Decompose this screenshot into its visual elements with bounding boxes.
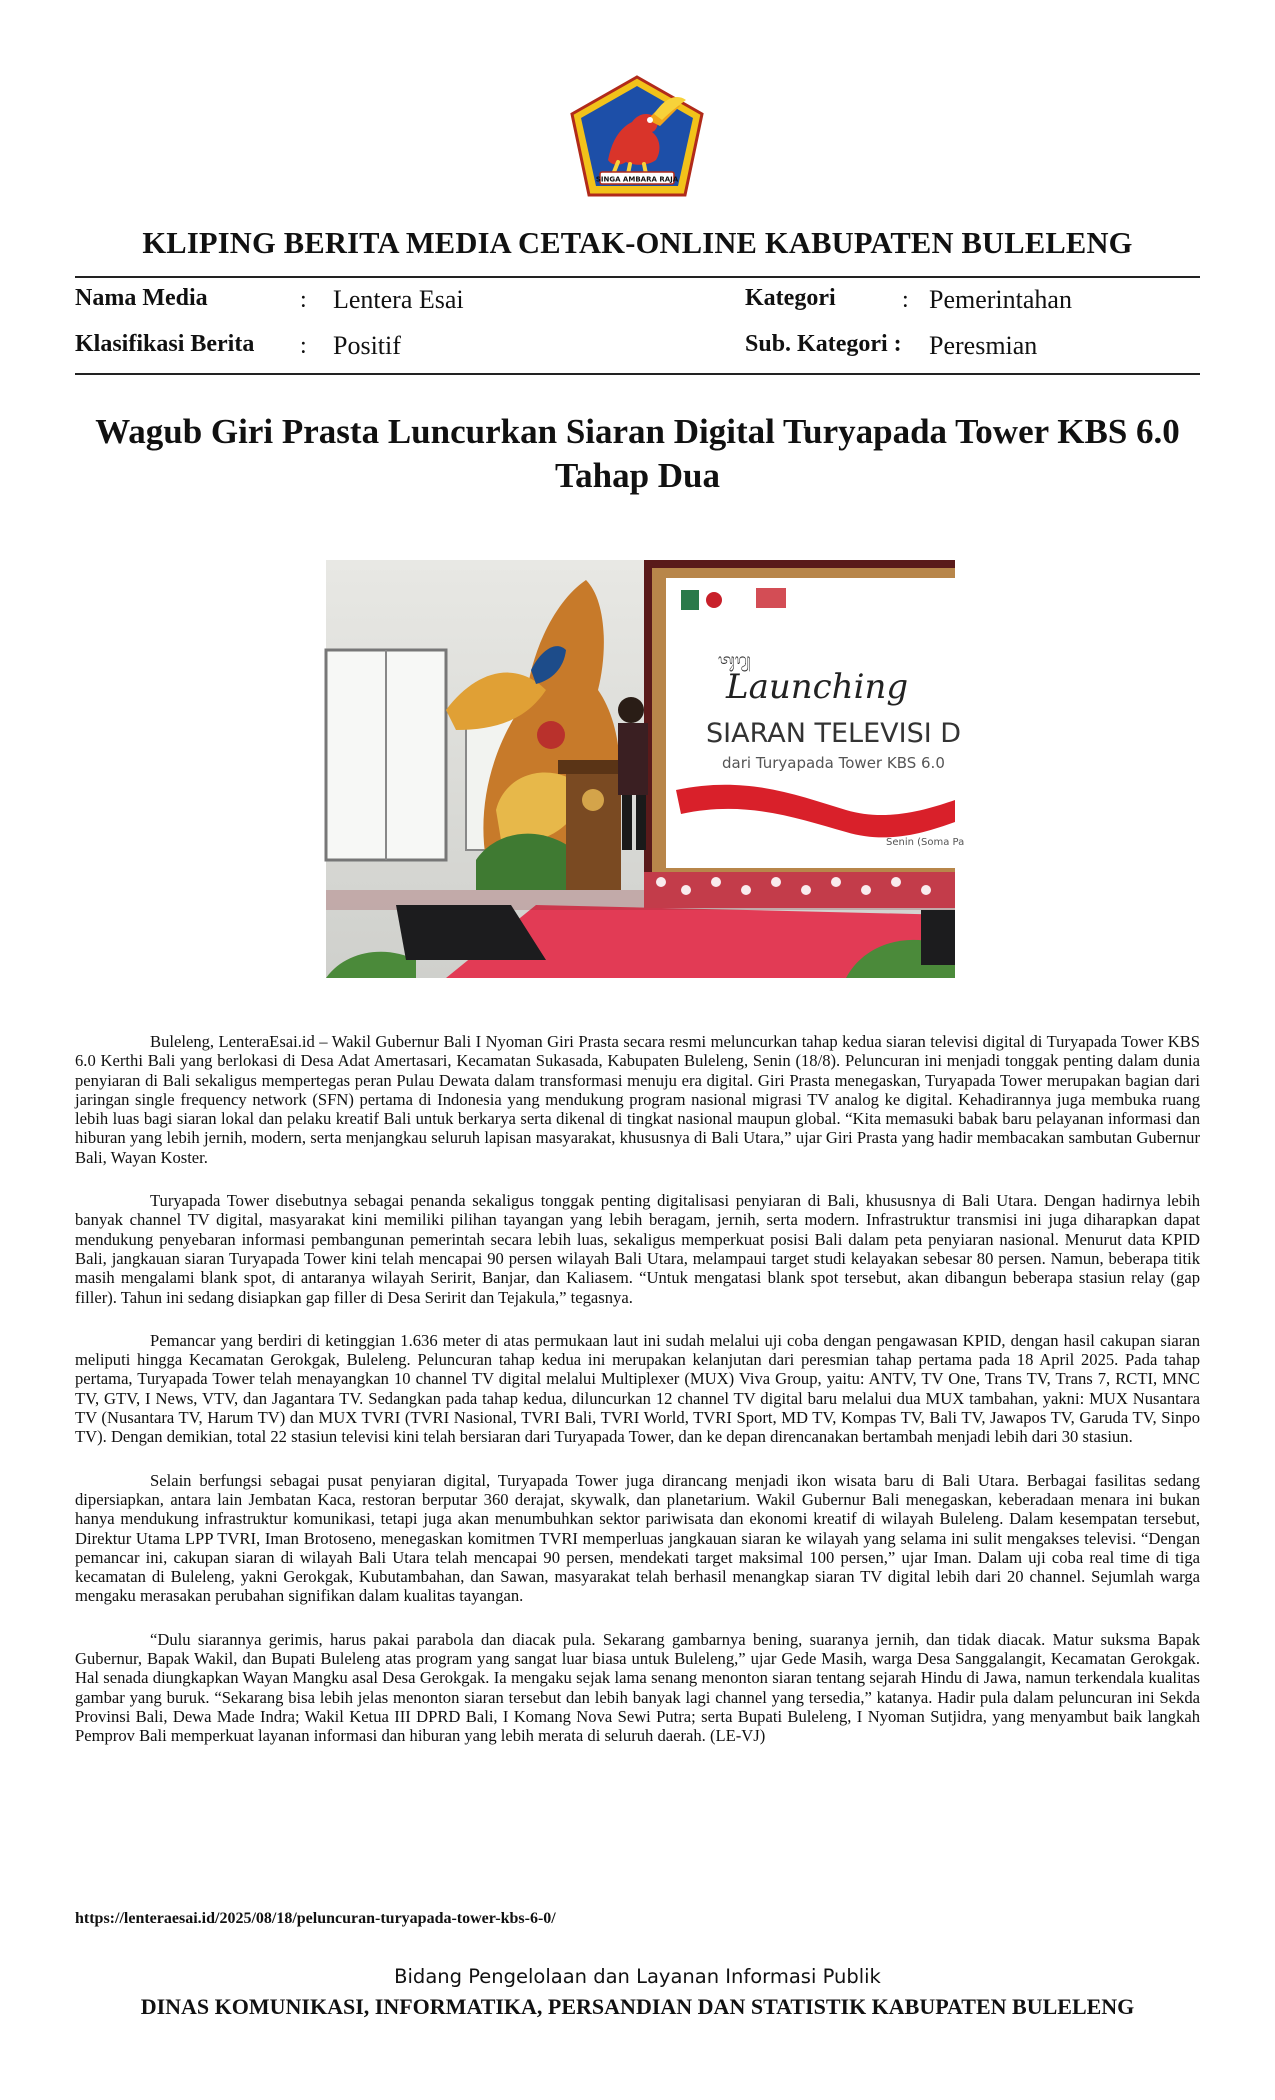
source-url-link[interactable]: https://lenteraesai.id/2025/08/18/peluncuran-turyapada-tower-kbs-6-0/ xyxy=(75,1910,556,1927)
klasifikasi-label: Klasifikasi Berita xyxy=(75,331,255,357)
buleleng-crest-icon xyxy=(568,74,706,200)
bottom-divider xyxy=(75,373,1200,375)
klasifikasi-colon: : xyxy=(300,333,307,359)
klasifikasi-value: Positif xyxy=(333,331,401,360)
article-paragraph-4: Selain berfungsi sebagai pusat penyiaran digital, Turyapada Tower juga dirancang menjadi ikon wisata baru di Bali Utara. Berbagai fasilitas sedang dipersiapkan, antara lain Jembatan Kaca, restoran berputar 360 derajat, skywalk, dan planetarium. Wakil Gubernur Bali menegaskan, keberadaan menara ini bukan hanya mendukung infrastruktur komunikasi, tetapi juga akan menumbuhkan sektor pariwisata dan ekonomi kreatif di wilayah Buleleng. Dalam kesempatan tersebut, Direktur Utama LPP TVRI, Iman Brotoseno, menegaskan komitmen TVRI memperluas jangkauan siaran ke wilayah yang selama ini sulit mengakses televisi. “Dengan pemancar ini, cakupan siaran di wilayah Bali Utara telah mencapai 90 persen, mendekati target maksimal 100 persen,” ujar Iman. Dalam uji coba real time di tiga kecamatan di Buleleng, yakni Gerokgak, Kubutambahan, dan Sawan, masyarakat telah berhasil menangkap siaran TV digital lebih dari 20 channel. Sejumlah warga mengaku merasakan perubahan signifikan dalam kualitas tayangan. xyxy=(75,1470,1200,1606)
screen-script: ᬢᬸᬭ᭄ᬬ xyxy=(718,652,751,668)
screen-date: Senin (Soma Pa xyxy=(886,837,965,848)
footer-department: Bidang Pengelolaan dan Layanan Informasi Publik xyxy=(394,1965,881,1988)
subkategori-label: Sub. Kategori : xyxy=(745,331,902,357)
headline-line-1: Wagub Giri Prasta Luncurkan Siaran Digital Turyapada Tower KBS 6.0 xyxy=(95,412,1180,451)
article-paragraph-3: Pemancar yang berdiri di ketinggian 1.636 meter di atas permukaan laut ini sudah melalui uji coba dengan pengawasan KPID, dengan hasil cakupan siaran meliputi hingga Kecamatan Gerokgak, Buleleng. Peluncuran tahap kedua ini merupakan kelanjutan dari peresmian tahap pertama pada 18 April 2025. Pada tahap pertama, Turyapada Tower telah menayangkan 10 channel TV digital melalui Multiplexer (MUX) Viva Group, yaitu: ANTV, TV One, Trans TV, Trans 7, RCTI, MNC TV, GTV, I News, VTV, dan Jagantara TV. Sedangkan pada tahap kedua, diluncurkan 12 channel TV digital baru melalui dua MUX tambahan, yakni: MUX Nusantara TV (Nusantara TV, Harum TV) dan MUX TVRI (TVRI Nasional, TVRI Bali, TVRI World, TVRI Sport, MD TV, Kompas TV, Bali TV, Jawapos TV, Garuda TV, Sinpo TV). Dengan demikian, total 22 stasiun televisi kini telah bersiaran dari Turyapada Tower, dan ke depan direncanakan bertambah menjadi lebih dari 30 stasiun. xyxy=(75,1330,1200,1447)
kategori-label: Kategori xyxy=(745,285,836,311)
article-headline xyxy=(70,410,1205,498)
kategori-value: Pemerintahan xyxy=(929,285,1072,314)
media-value: Lentera Esai xyxy=(333,285,464,314)
screen-subtitle: dari Turyapada Tower KBS 6.0 xyxy=(722,754,945,772)
media-colon: : xyxy=(300,287,307,313)
top-divider xyxy=(75,276,1200,278)
screen-launching: Launching xyxy=(726,667,909,707)
article-paragraph-1: Buleleng, LenteraEsai.id – Wakil Gubernur Bali I Nyoman Giri Prasta secara resmi meluncurkan tahap kedua siaran televisi digital di Turyapada Tower KBS 6.0 Kerthi Bali yang berlokasi di Desa Adat Amertasari, Kecamatan Sukasada, Kabupaten Buleleng, Senin (18/8). Peluncuran ini menjadi tonggak penting dalam dunia penyiaran di Bali sekaligus mempertegas peran Pulau Dewata dalam transformasi menuju era digital. Giri Prasta menegaskan, Turyapada Tower merupakan bagian dari jaringan single frequency network (SFN) pertama di Indonesia yang mendukung program nasional migrasi TV analog ke digital. Kehadirannya juga membuka ruang lebih luas bagi siaran lokal dan pelaku kreatif Bali untuk berkarya serta dikenal di tingkat nasional maupun global. “Kita memasuki babak baru pelayanan informasi dan hiburan yang lebih jernih, modern, serta menjangkau seluruh lapisan masyarakat, khususnya di Bali Utara,” ujar Giri Prasta yang hadir membacakan sambutan Gubernur Bali, Wayan Koster. xyxy=(75,1032,1200,1167)
article-paragraph-2: Turyapada Tower disebutnya sebagai penanda sekaligus tonggak penting digitalisasi penyiaran di Bali, khususnya di Bali Utara. Dengan hadirnya lebih banyak channel TV digital, masyarakat kini memiliki pilihan tayangan yang lebih beragam, jernih, serta modern. Infrastruktur transmisi ini juga diharapkan dapat mendukung penyebaran informasi pembangunan pemerintah secara lebih luas, sekaligus memperkuat posisi Bali dalam peta penyiaran nasional. Menurut data KPID Bali, jangkauan siaran Turyapada Tower kini telah mencapai 90 persen wilayah Bali Utara, melampaui target studi kelayakan sebesar 80 persen. Namun, beberapa titik masih mengalami blank spot, di antaranya wilayah Seririt, Banjar, dan Kaliasem. “Untuk mengatasi blank spot tersebut, akan dibangun beberapa stasiun relay (gap filler). Tahun ini sedang disiapkan gap filler di Desa Seririt dan Tejakula,” tegasnya. xyxy=(75,1191,1200,1307)
screen-title: SIARAN TELEVISI D xyxy=(706,718,962,749)
article-body xyxy=(75,1032,1200,1770)
svg-text:SINGA AMBARA RAJA: SINGA AMBARA RAJA xyxy=(595,175,679,184)
article-photo xyxy=(326,560,965,978)
kategori-colon: : xyxy=(902,287,909,313)
kliping-title: KLIPING BERITA MEDIA CETAK-ONLINE KABUPATEN BULELENG xyxy=(142,226,1133,260)
subkategori-value: Peresmian xyxy=(929,331,1038,360)
media-label: Nama Media xyxy=(75,285,208,311)
article-paragraph-5: “Dulu siarannya gerimis, harus pakai parabola dan diacak pula. Sekarang gambarnya bening, suaranya jernih, dan tidak diacak. Matur suksma Bapak Gubernur, Bapak Wakil, dan Bupati Buleleng atas program yang sangat luar biasa untuk Buleleng,” ujar Gede Masih, warga Desa Sanggalangit, Kecamatan Gerokgak. Hal senada diungkapkan Wayan Mangku asal Desa Gerokgak. Ia mengaku sejak lama senang menonton siaran tentang sejarah Hindu di Jawa, namun terkendala kualitas gambar yang buruk. “Sekarang bisa lebih jelas menonton siaran tersebut dan lebih banyak lagi channel yang tersedia,” katanya. Hadir pula dalam peluncuran ini Sekda Provinsi Bali, Dewa Made Indra; Wakil Ketua III DPRD Bali, I Komang Nova Sewi Putra; serta Bupati Buleleng, I Nyoman Sutjidra, yang menyambut baik langkah Pemprov Bali memperkuat layanan informasi dan hiburan yang lebih merata di seluruh daerah. (LE-VJ) xyxy=(75,1629,1200,1746)
footer-agency: DINAS KOMUNIKASI, INFORMATIKA, PERSANDIAN DAN STATISTIK KABUPATEN BULELENG xyxy=(140,1994,1135,2019)
headline-line-2: Tahap Dua xyxy=(554,456,721,495)
